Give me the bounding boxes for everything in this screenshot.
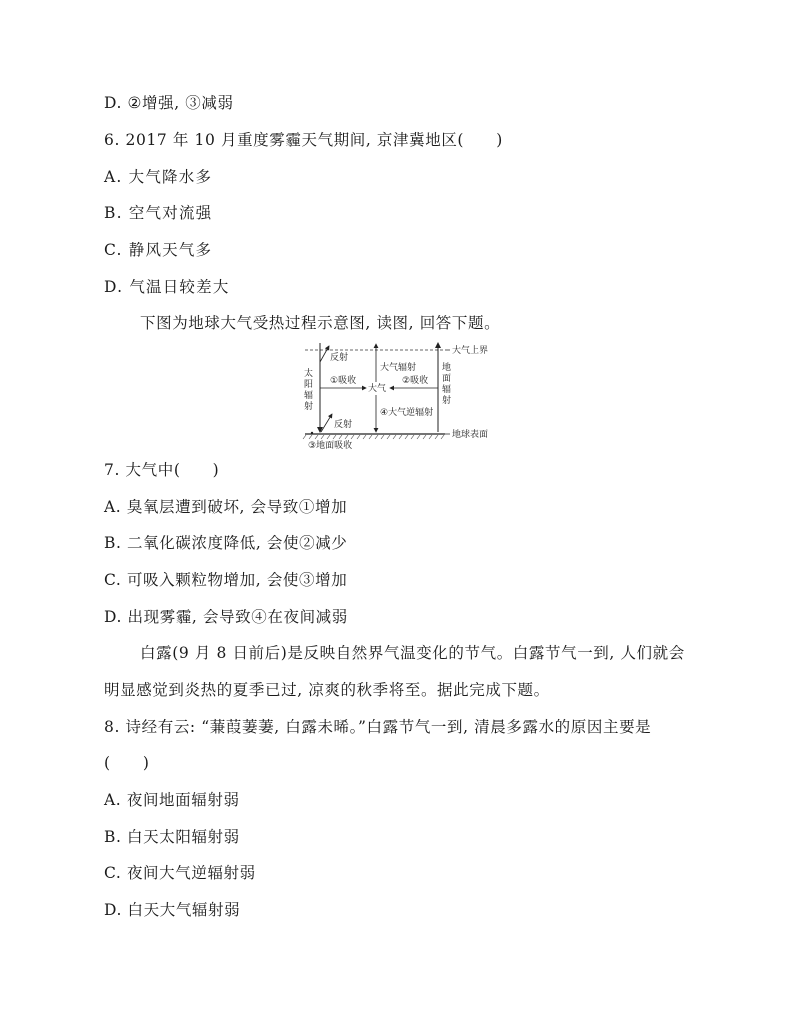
option-7b: B. 二氧化碳浓度降低, 会使②减少 (104, 534, 348, 552)
reflect-bottom-label: 反射 (334, 420, 353, 430)
question-8: 8. 诗经有云: “蒹葭萋萋, 白露未晞。”白露节气一到, 清晨多露水的原因主要是 (104, 718, 652, 736)
reflect-top-label: 反射 (330, 353, 349, 363)
counter-radiation-label: ④大气逆辐射 (380, 408, 434, 418)
diagram-intro: 下图为地球大气受热过程示意图, 读图, 回答下题。 (140, 314, 501, 332)
option-7c: C. 可吸入颗粒物增加, 会使③增加 (104, 571, 348, 589)
bailu-paragraph-line2: 明显感觉到炎热的夏季已过, 凉爽的秋季将至。据此完成下题。 (104, 681, 550, 699)
top-boundary-label: 大气上界 (452, 346, 489, 356)
center-label: 大气 (368, 384, 387, 394)
question-7: 7. 大气中( ) (104, 461, 220, 479)
reflect-bottom-arrow (321, 414, 332, 432)
atmosphere-heating-diagram (300, 340, 500, 452)
ground-label: 地球表面 (452, 430, 489, 440)
atmos-radiation-label: 大气辐射 (380, 363, 417, 373)
option-8c: C. 夜间大气逆辐射弱 (104, 864, 256, 882)
option-6a: A. 大气降水多 (104, 168, 213, 186)
solar-label-2: 阳 (304, 380, 314, 390)
ground-rad-label-1: 地 (442, 363, 452, 373)
ground-rad-label-2: 面 (442, 374, 452, 384)
option-7a: A. 臭氧层遭到破坏, 会导致①增加 (104, 498, 348, 516)
question-6: 6. 2017 年 10 月重度雾霾天气期间, 京津冀地区( ) (104, 131, 503, 149)
option-6d: D. 气温日较差大 (104, 278, 230, 296)
absorb-1-label: ①吸收 (330, 376, 357, 386)
option-8a: A. 夜间地面辐射弱 (104, 791, 240, 809)
solar-label-1: 太 (304, 369, 314, 379)
solar-label-3: 辐 (304, 391, 314, 401)
option-8b: B. 白天太阳辐射弱 (104, 828, 240, 846)
option-6c: C. 静风天气多 (104, 241, 213, 259)
option-8d: D. 白天大气辐射弱 (104, 901, 241, 919)
ground-hatching (303, 435, 444, 439)
option-6b: B. 空气对流强 (104, 204, 213, 222)
question-8-paren: ( ) (104, 754, 150, 772)
solar-label-4: 射 (304, 402, 314, 412)
absorb-2-label: ②吸收 (402, 376, 429, 386)
option-5d: D. ②增强, ③减弱 (104, 94, 234, 112)
ground-rad-label-3: 辐 (442, 385, 452, 395)
option-7d: D. 出现雾霾, 会导致④在夜间减弱 (104, 608, 348, 626)
ground-rad-label-4: 射 (442, 396, 452, 406)
bailu-paragraph-line1: 白露(9 月 8 日前后)是反映自然界气温变化的节气。白露节气一到, 人们就会 (140, 644, 685, 662)
ground-absorb-label: ③地面吸收 (308, 441, 353, 451)
reflect-top-arrow (320, 346, 329, 362)
ground-absorb-dot (311, 432, 313, 434)
